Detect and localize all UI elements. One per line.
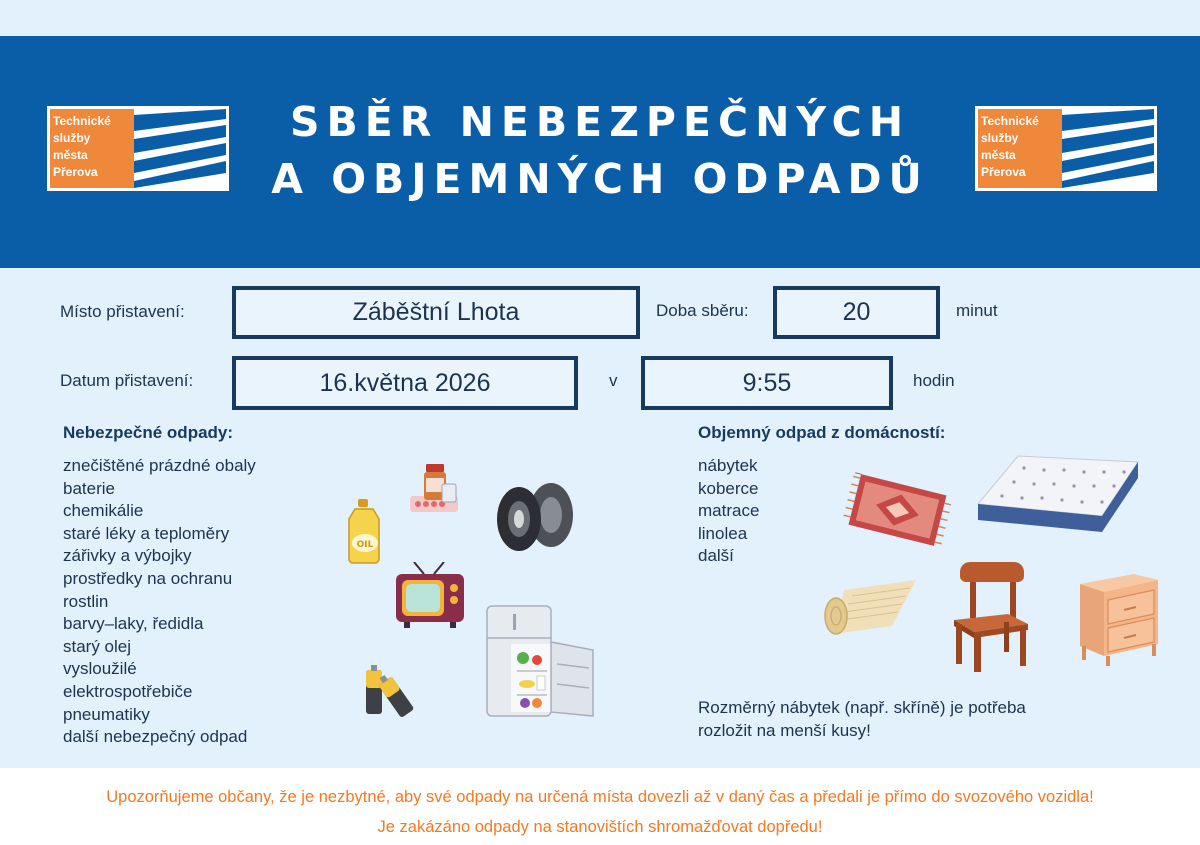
list-item: znečištěné prázdné obaly [63, 456, 256, 475]
duration-unit: minut [956, 301, 998, 320]
tv-icon [394, 562, 466, 630]
oil-bottle-icon [343, 497, 387, 565]
logo-left [47, 106, 229, 191]
list-item: linolea [698, 523, 748, 543]
list-item: zářivky a výbojky [63, 546, 192, 566]
at-word: v [609, 371, 618, 390]
logo-text [978, 109, 1062, 188]
list-item: rostlin [63, 591, 109, 611]
medicine-icon [406, 460, 462, 518]
list-item: elektrospotřebiče [63, 681, 193, 701]
list-item: vysloužilé [63, 659, 137, 679]
mattress-icon [974, 452, 1140, 536]
bulky-note [698, 697, 1026, 742]
tires-icon [493, 481, 579, 553]
bulky-title: Objemný odpad z domácností: [698, 423, 946, 442]
time-value-box: 9:55 [641, 356, 893, 410]
time-unit: hodin [913, 371, 955, 390]
note-line-1: Rozměrný nábytek (např. skříně) je potřeba [698, 698, 1026, 717]
logo-line: města [981, 148, 1016, 162]
svg-text:OIL: OIL [356, 540, 374, 550]
logo-line: Přerova [981, 165, 1026, 179]
logo-right [975, 106, 1157, 191]
title-line-2: A OBJEMNÝCH ODPADŮ [271, 155, 929, 203]
fridge-icon [485, 604, 597, 718]
duration-label: Doba sběru: [656, 301, 749, 320]
footer-line-2: Je zakázáno odpady na stanovištích shromažďovat dopředu! [377, 818, 823, 836]
note-line-2: rozložit na menší kusy! [698, 720, 871, 740]
list-item: starý olej [63, 636, 132, 656]
hazardous-title: Nebezpečné odpady: [63, 423, 234, 442]
logo-stripes-icon [1062, 109, 1154, 188]
list-item: prostředky na ochranu [63, 568, 233, 588]
logo-text [50, 109, 134, 188]
header-banner [0, 36, 1200, 268]
footer-line-1: Upozorňujeme občany, že je nezbytné, aby své odpady na určená místa dovezli až v daný čas a předali je přímo do svozového vozidla! [106, 788, 1094, 806]
nightstand-icon [1076, 570, 1160, 666]
list-item: další nebezpečný odpad [63, 727, 248, 747]
bulky-list [698, 455, 759, 568]
logo-line: Technické [981, 114, 1039, 128]
duration-value-box: 20 [773, 286, 940, 339]
chair-icon [948, 558, 1032, 674]
list-item: baterie [63, 478, 115, 498]
logo-line: města [53, 148, 88, 162]
logo-stripes-icon [134, 109, 226, 188]
list-item: nábytek [698, 456, 758, 475]
list-item: pneumatiky [63, 704, 150, 724]
date-value-box: 16.května 2026 [232, 356, 578, 410]
logo-line: Přerova [53, 165, 98, 179]
page-title [230, 94, 970, 208]
carpet-icon [843, 470, 951, 554]
place-value-box: Záběštní Lhota [232, 286, 640, 339]
logo-line: služby [981, 131, 1019, 145]
title-line-1: SBĚR NEBEZPEČNÝCH [289, 98, 911, 146]
batteries-icon [362, 662, 420, 718]
list-item: barvy–laky, ředidla [63, 614, 204, 634]
list-item: koberce [698, 478, 759, 498]
logo-line: Technické [53, 114, 111, 128]
footer-warning [0, 768, 1200, 845]
place-label: Místo přistavení: [60, 302, 185, 321]
list-item: další [698, 546, 734, 566]
date-label: Datum přistavení: [60, 371, 194, 390]
logo-line: služby [53, 131, 91, 145]
list-item: staré léky a teploměry [63, 523, 230, 543]
list-item: matrace [698, 501, 760, 521]
list-item: chemikálie [63, 501, 144, 521]
linoleum-roll-icon [822, 576, 918, 636]
hazardous-list [63, 455, 256, 749]
